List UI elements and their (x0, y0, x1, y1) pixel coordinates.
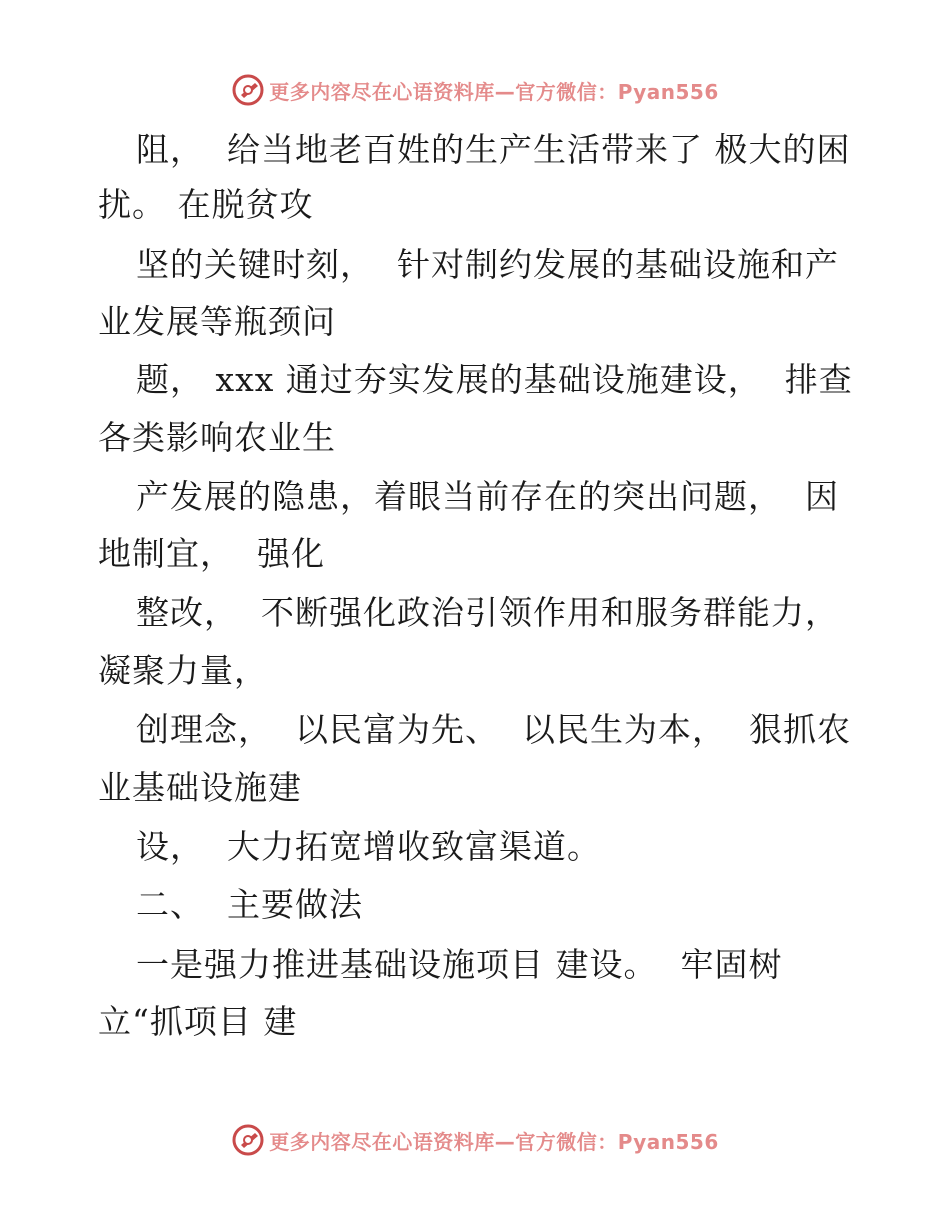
text-line: 坚的关键时刻， 针对制约发展的基础设施和产 (136, 245, 839, 284)
text-line: 设， 大力拓宽增收致富渠道。 (136, 827, 601, 866)
text-line: 创理念， 以民富为先、 以民生为本， 狠抓农 (136, 710, 851, 749)
header-watermark-text: 更多内容尽在心语资料库—官方微信：Pyan556 (269, 79, 719, 104)
text-line: 整改， 不断强化政治引领作用和服务群能力， (136, 593, 839, 632)
text-line: 扰。 在脱贫攻 (98, 185, 314, 224)
text-line: 地制宜， 强化 (98, 534, 325, 573)
red-seal-logo-icon (231, 73, 265, 107)
text-line: 立“抓项目 建 (98, 1002, 298, 1041)
text-line: 业基础设施建 (98, 768, 302, 807)
text-line: 各类影响农业生 (98, 418, 336, 457)
red-seal-logo-icon (231, 1123, 265, 1157)
text-line: 业发展等瓶颈问 (98, 302, 336, 341)
text-line: 产发展的隐患，着眼当前存在的突出问题， 因 (136, 477, 839, 516)
section-heading: 二、 主要做法 (136, 885, 363, 924)
text-line: 题， xxx 通过夯实发展的基础设施建设， 排查 (136, 360, 853, 399)
footer-watermark-banner (0, 1120, 950, 1160)
text-line: 凝聚力量， (98, 651, 268, 690)
footer-watermark-text: 更多内容尽在心语资料库—官方微信：Pyan556 (269, 1129, 719, 1154)
text-line: 阻， 给当地老百姓的生产生活带来了 极大的困 (136, 130, 851, 169)
header-watermark-banner (0, 70, 950, 110)
text-line: 一是强力推进基础设施项目 建设。 牢固树 (136, 945, 783, 984)
